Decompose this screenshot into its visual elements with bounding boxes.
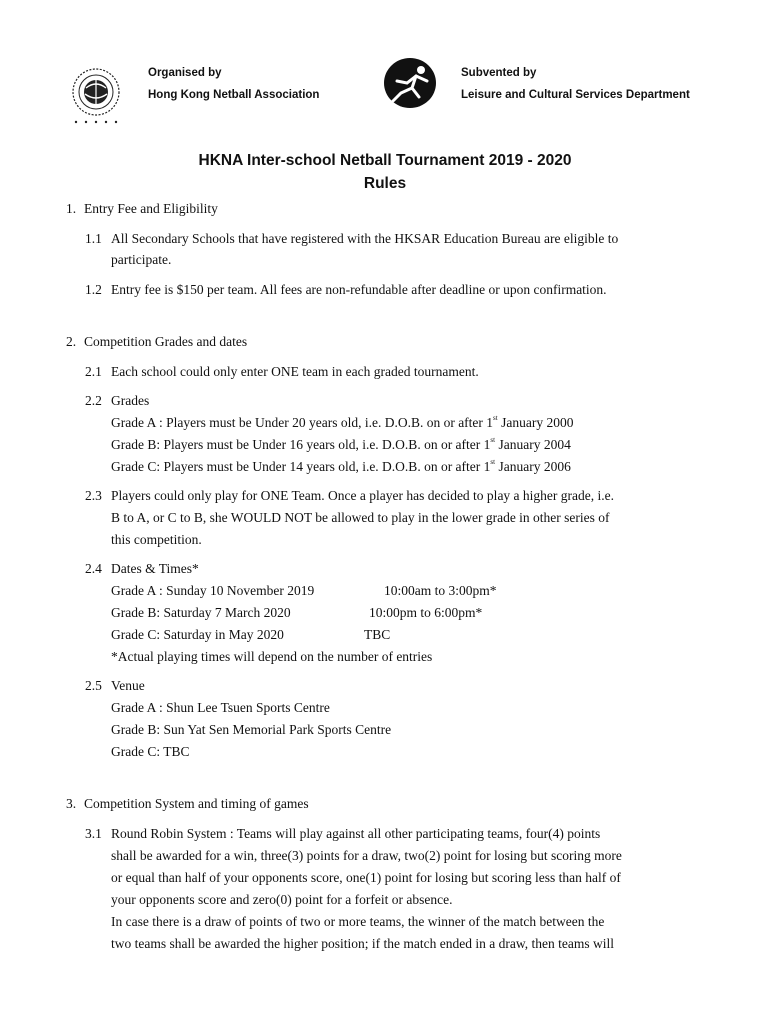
organised-by-label: Organised by <box>148 67 222 79</box>
grade-a-time: 10:00am to 3:00pm* <box>384 583 497 598</box>
item-number: 1.2 <box>85 282 102 297</box>
grade-c-venue: Grade C: TBC <box>111 744 190 759</box>
item-text: or equal than half of your opponents score, one(1) point for losing but scoring less than half of <box>111 870 621 885</box>
hkna-emblem-icon <box>68 66 126 126</box>
document-subtitle: Rules <box>363 175 407 192</box>
times-note: *Actual playing times will depend on the number of entries <box>111 649 433 664</box>
item-text: this competition. <box>111 532 202 547</box>
grade-a-date: Grade A : Sunday 10 November 2019 <box>111 583 315 598</box>
item-heading: Grades <box>111 393 150 408</box>
item-number: 3.1 <box>85 826 102 841</box>
item-text: Each school could only enter ONE team in each graded tournament. <box>111 364 479 379</box>
grade-b-venue: Grade B: Sun Yat Sen Memorial Park Sports Centre <box>111 722 392 737</box>
item-text: participate. <box>111 252 172 267</box>
item-heading: Dates & Times* <box>111 561 199 576</box>
item-text: In case there is a draw of points of two or more teams, the winner of the match between the <box>111 914 605 929</box>
subventor-name: Leisure and Cultural Services Department <box>461 89 690 101</box>
section-number: 1. <box>66 201 77 216</box>
item-text: Round Robin System : Teams will play against all other participating teams, four(4) points <box>111 826 601 841</box>
grade-a-age-rule: Grade A : Players must be Under 20 years old, i.e. D.O.B. on or after 1st January 2000 <box>111 414 574 430</box>
section-number: 2. <box>66 334 77 349</box>
item-text: Entry fee is $150 per team. All fees are non-refundable after deadline or upon confirmation. <box>111 282 607 297</box>
item-text: two teams shall be awarded the higher position; if the match ended in a draw, then teams will <box>111 936 614 951</box>
section-number: 3. <box>66 796 77 811</box>
section-heading: Competition System and timing of games <box>84 796 309 811</box>
grade-b-time: 10:00pm to 6:00pm* <box>369 605 483 620</box>
grade-c-age-rule: Grade C: Players must be Under 14 years old, i.e. D.O.B. on or after 1st January 2006 <box>111 458 571 474</box>
subvented-by-label: Subvented by <box>461 67 537 79</box>
grade-c-time: TBC <box>364 627 391 642</box>
item-number: 2.1 <box>85 364 102 379</box>
item-text: shall be awarded for a win, three(3) points for a draw, two(2) point for losing but scoring more <box>111 848 622 863</box>
item-text: your opponents score and zero(0) point for a forfeit or absence. <box>111 892 453 907</box>
item-number: 2.2 <box>85 393 102 408</box>
item-text: Players could only play for ONE Team. Once a player has decided to play a higher grade, i.e. <box>111 488 615 503</box>
document-title: HKNA Inter-school Netball Tournament 2019 - 2020 <box>198 152 572 169</box>
section-heading: Competition Grades and dates <box>84 334 248 349</box>
item-text: All Secondary Schools that have registered with the HKSAR Education Bureau are eligible to <box>111 231 619 246</box>
grade-c-date: Grade C: Saturday in May 2020 <box>111 627 284 642</box>
organiser-name: Hong Kong Netball Association <box>148 89 320 101</box>
item-number: 1.1 <box>85 231 102 246</box>
lcsd-runner-logo-icon <box>383 57 438 109</box>
item-heading: Venue <box>111 678 145 693</box>
item-number: 2.5 <box>85 678 102 693</box>
item-text: B to A, or C to B, she WOULD NOT be allowed to play in the lower grade in other series of <box>111 510 610 525</box>
grade-b-date: Grade B: Saturday 7 March 2020 <box>111 605 291 620</box>
item-number: 2.4 <box>85 561 102 576</box>
section-heading: Entry Fee and Eligibility <box>84 201 218 216</box>
grade-b-age-rule: Grade B: Players must be Under 16 years old, i.e. D.O.B. on or after 1st January 2004 <box>111 436 571 452</box>
grade-a-venue: Grade A : Shun Lee Tsuen Sports Centre <box>111 700 330 715</box>
item-number: 2.3 <box>85 488 102 503</box>
